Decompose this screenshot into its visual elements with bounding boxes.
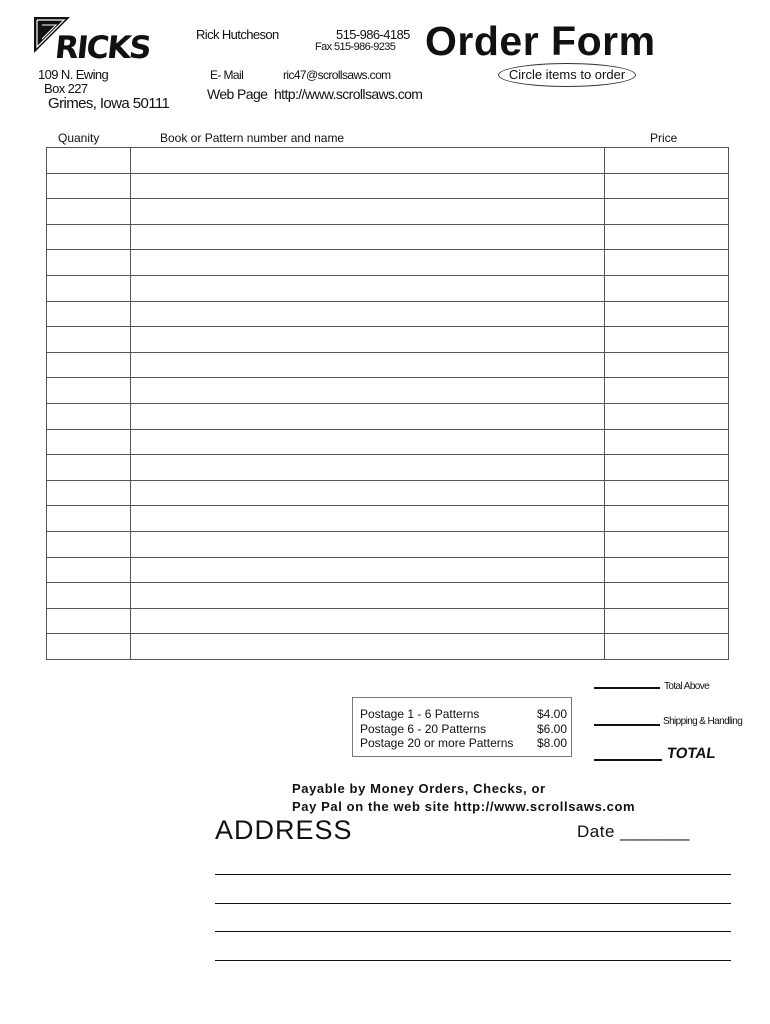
table-row bbox=[47, 352, 729, 378]
table-row bbox=[47, 557, 729, 583]
item-cell[interactable] bbox=[130, 455, 604, 481]
price-cell[interactable] bbox=[605, 173, 729, 199]
postage-label: Postage 6 - 20 Patterns bbox=[360, 721, 487, 736]
address-line-2: Box 227 bbox=[44, 81, 88, 96]
table-row bbox=[47, 275, 729, 301]
postage-amount: $4.00 bbox=[536, 707, 567, 721]
price-cell[interactable] bbox=[605, 531, 729, 557]
table-row bbox=[47, 327, 729, 353]
table-row bbox=[47, 634, 729, 660]
quantity-cell[interactable] bbox=[47, 480, 131, 506]
postage-row bbox=[360, 707, 567, 722]
quantity-cell[interactable] bbox=[47, 557, 131, 583]
price-cell[interactable] bbox=[605, 301, 729, 327]
table-row bbox=[47, 531, 729, 557]
quantity-cell[interactable] bbox=[47, 608, 131, 634]
table-row bbox=[47, 608, 729, 634]
quantity-cell[interactable] bbox=[47, 403, 131, 429]
table-row bbox=[47, 301, 729, 327]
price-cell[interactable] bbox=[605, 148, 729, 174]
item-cell[interactable] bbox=[130, 557, 604, 583]
item-cell[interactable] bbox=[130, 148, 604, 174]
payment-line-2: Pay Pal on the web site http://www.scrollsaws.com bbox=[292, 799, 636, 814]
address-line[interactable] bbox=[215, 874, 731, 875]
order-table bbox=[46, 147, 729, 660]
quantity-cell[interactable] bbox=[47, 455, 131, 481]
email-address: ric47@scrollsaws.com bbox=[283, 68, 391, 82]
price-cell[interactable] bbox=[605, 455, 729, 481]
date-field[interactable]: Date _______ bbox=[577, 822, 690, 841]
quantity-cell[interactable] bbox=[47, 148, 131, 174]
quantity-cell[interactable] bbox=[47, 378, 131, 404]
payment-line-1: Payable by Money Orders, Checks, or bbox=[292, 781, 546, 796]
price-cell[interactable] bbox=[605, 429, 729, 455]
quantity-cell[interactable] bbox=[47, 352, 131, 378]
table-row bbox=[47, 506, 729, 532]
table-row bbox=[47, 173, 729, 199]
postage-box bbox=[352, 697, 572, 757]
quantity-cell[interactable] bbox=[47, 506, 131, 532]
item-cell[interactable] bbox=[130, 480, 604, 506]
quantity-cell[interactable] bbox=[47, 429, 131, 455]
circle-items-note: Circle items to order bbox=[498, 63, 636, 87]
fax-number: Fax 515-986-9235 bbox=[315, 41, 396, 53]
postage-amount: $6.00 bbox=[536, 721, 567, 736]
shipping-label: Shipping & Handling bbox=[663, 716, 743, 727]
price-cell[interactable] bbox=[605, 275, 729, 301]
price-cell[interactable] bbox=[605, 634, 729, 660]
price-cell[interactable] bbox=[605, 378, 729, 404]
quantity-cell[interactable] bbox=[47, 531, 131, 557]
address-line-1: 109 N. Ewing bbox=[38, 67, 109, 82]
item-cell[interactable] bbox=[130, 301, 604, 327]
postage-amount: $8.00 bbox=[536, 736, 567, 750]
table-row bbox=[47, 480, 729, 506]
address-line[interactable] bbox=[215, 903, 731, 904]
total-line[interactable] bbox=[594, 759, 662, 761]
quantity-cell[interactable] bbox=[47, 301, 131, 327]
quantity-cell[interactable] bbox=[47, 199, 131, 225]
web-label: Web Page bbox=[207, 86, 268, 102]
phone-number: 515-986-4185 bbox=[336, 27, 410, 42]
price-cell[interactable] bbox=[605, 583, 729, 609]
item-cell[interactable] bbox=[130, 199, 604, 225]
table-row bbox=[47, 199, 729, 225]
price-cell[interactable] bbox=[605, 352, 729, 378]
total-label: TOTAL bbox=[665, 745, 717, 762]
logo-text: RICKS bbox=[53, 30, 152, 66]
item-cell[interactable] bbox=[130, 250, 604, 276]
postage-row bbox=[360, 722, 567, 737]
price-cell[interactable] bbox=[605, 327, 729, 353]
price-cell[interactable] bbox=[605, 557, 729, 583]
table-row bbox=[47, 378, 729, 404]
item-cell[interactable] bbox=[130, 531, 604, 557]
quantity-cell[interactable] bbox=[47, 224, 131, 250]
item-cell[interactable] bbox=[130, 608, 604, 634]
item-cell[interactable] bbox=[130, 429, 604, 455]
address-line[interactable] bbox=[215, 931, 731, 932]
column-header-quantity: Quanity bbox=[58, 131, 100, 145]
item-cell[interactable] bbox=[130, 275, 604, 301]
postage-label: Postage 1 - 6 Patterns bbox=[360, 707, 480, 721]
table-row bbox=[47, 224, 729, 250]
quantity-cell[interactable] bbox=[47, 583, 131, 609]
table-row bbox=[47, 429, 729, 455]
table-row bbox=[47, 250, 729, 276]
postage-row bbox=[360, 736, 567, 751]
quantity-cell[interactable] bbox=[47, 634, 131, 660]
address-label: ADDRESS bbox=[215, 815, 353, 845]
quantity-cell[interactable] bbox=[47, 327, 131, 353]
item-cell[interactable] bbox=[130, 634, 604, 660]
table-row bbox=[47, 583, 729, 609]
item-cell[interactable] bbox=[130, 403, 604, 429]
price-cell[interactable] bbox=[605, 199, 729, 225]
page-title: Order Form bbox=[425, 18, 656, 64]
table-row bbox=[47, 403, 729, 429]
total-above-label: Total Above bbox=[664, 681, 710, 692]
shipping-line[interactable] bbox=[594, 724, 660, 726]
price-cell[interactable] bbox=[605, 608, 729, 634]
total-above-line[interactable] bbox=[594, 687, 660, 689]
table-row bbox=[47, 148, 729, 174]
table-row bbox=[47, 455, 729, 481]
item-cell[interactable] bbox=[130, 173, 604, 199]
address-line[interactable] bbox=[215, 960, 731, 961]
email-label: E- Mail bbox=[210, 68, 244, 82]
owner-name: Rick Hutcheson bbox=[196, 27, 279, 42]
price-cell[interactable] bbox=[605, 224, 729, 250]
item-cell[interactable] bbox=[130, 378, 604, 404]
column-header-item: Book or Pattern number and name bbox=[160, 131, 345, 145]
item-cell[interactable] bbox=[130, 352, 604, 378]
web-address: http://www.scrollsaws.com bbox=[274, 86, 423, 102]
address-line-3: Grimes, Iowa 50111 bbox=[48, 95, 170, 112]
item-cell[interactable] bbox=[130, 506, 604, 532]
quantity-cell[interactable] bbox=[47, 275, 131, 301]
item-cell[interactable] bbox=[130, 583, 604, 609]
price-cell[interactable] bbox=[605, 480, 729, 506]
column-header-price: Price bbox=[650, 131, 678, 145]
item-cell[interactable] bbox=[130, 224, 604, 250]
price-cell[interactable] bbox=[605, 403, 729, 429]
price-cell[interactable] bbox=[605, 250, 729, 276]
price-cell[interactable] bbox=[605, 506, 729, 532]
item-cell[interactable] bbox=[130, 327, 604, 353]
postage-label: Postage 20 or more Patterns bbox=[360, 736, 514, 750]
quantity-cell[interactable] bbox=[47, 173, 131, 199]
quantity-cell[interactable] bbox=[47, 250, 131, 276]
